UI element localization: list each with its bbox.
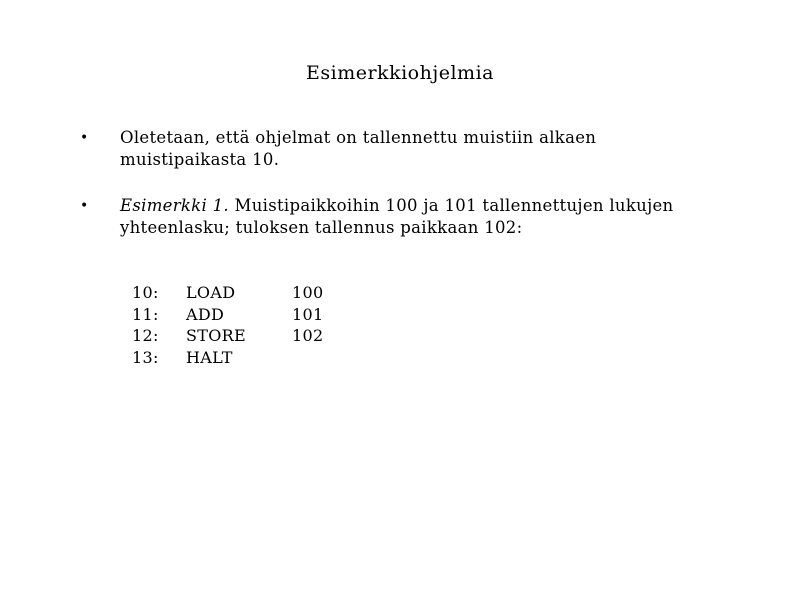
instruction: STORE [186,326,246,345]
bullet-marker: • [80,198,89,214]
memory-address: 13: [132,347,159,367]
operand [292,347,323,369]
program-listing [132,282,323,368]
bullet-item [80,127,680,171]
memory-address: 11: [132,304,159,324]
instruction: LOAD [186,283,236,302]
example-description: Muistipaikkoihin 100 ja 101 tallennettujen lukujen yhteenlasku; tuloksen tallennus paikkaan 102: [120,196,674,237]
operand: 102 [292,326,324,345]
slide-title: Esimerkkiohjelmia [306,62,494,84]
operand: 100 [292,283,324,302]
instruction: ADD [186,304,225,324]
bullet-item [80,195,680,239]
operand: 101 [292,304,324,324]
bullet-text [120,195,680,239]
example-label: Esimerkki 1. [120,196,229,215]
program-line [132,282,323,304]
program-line [132,325,323,347]
bullet-marker: • [80,130,89,146]
instruction: HALT [186,347,233,367]
program-line [132,304,323,326]
memory-address: 12: [132,326,159,345]
bullet-text: Oletetaan, että ohjelmat on tallennettu muistiin alkaen muistipaikasta 10. [120,128,597,169]
memory-address: 10: [132,283,159,302]
program-line [132,347,323,369]
